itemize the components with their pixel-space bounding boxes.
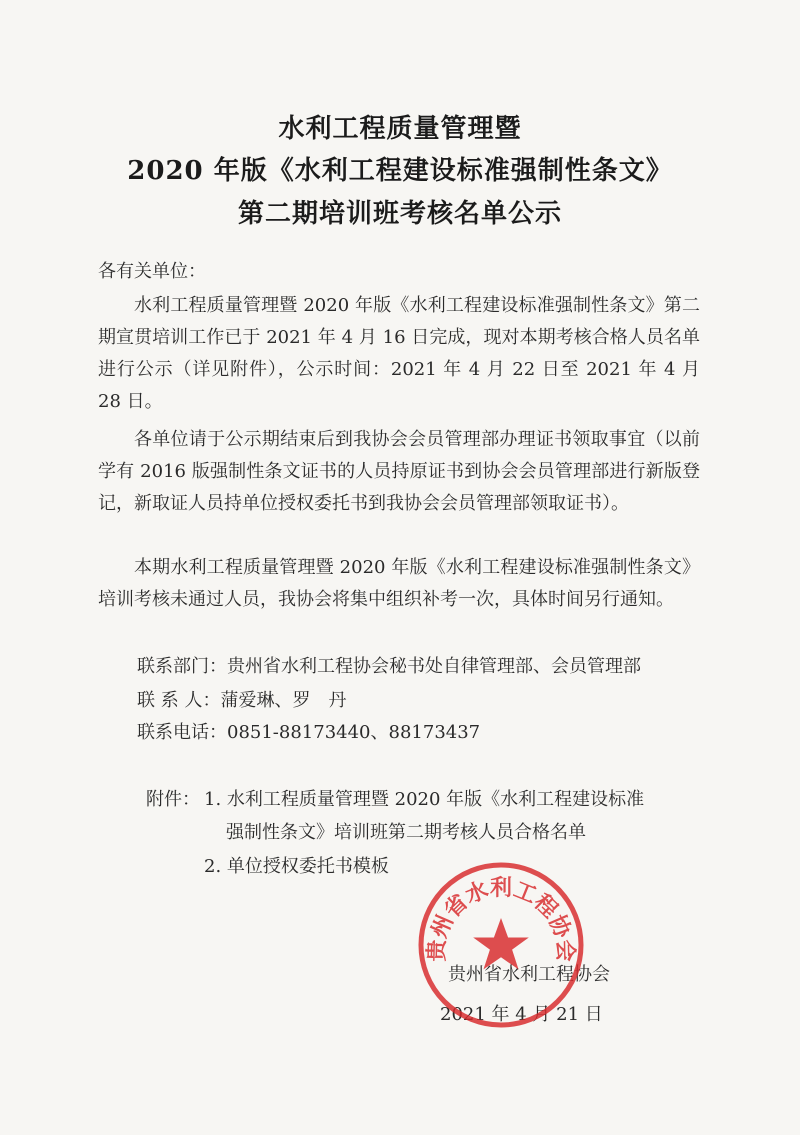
title-line-1: 水利工程质量管理暨 xyxy=(278,114,522,144)
salutation: 各有关单位： xyxy=(98,261,206,282)
paragraph-1: 水利工程质量管理暨 2020 年版《水利工程建设标准强制性条文》第二期宣贯培训工作已于 2021 年 4 月 16 日完成，现对本期考核合格人员名单进行公示（详见附件），公示时间：2021 年 4 月 22 日至 2021 年 4 月 28 日。 xyxy=(98,295,700,412)
contact-department: 联系部门：贵州省水利工程协会秘书处自律管理部、会员管理部 xyxy=(137,656,641,677)
attachments-label: 附件： xyxy=(146,789,200,810)
contact-person: 联 系 人：蒲爱琳、罗 丹 xyxy=(137,690,347,711)
paragraph-2: 各单位请于公示期结束后到我协会会员管理部办理证书领取事宜（以前学有 2016 版强制性条文证书的人员持原证书到协会会员管理部进行新版登记，新取证人员持单位授权委托书到我协会会员管理部领取证书）。 xyxy=(98,429,700,514)
signature-org: 贵州省水利工程协会 xyxy=(448,964,610,985)
title-line-2: 2020 年版《水利工程建设标准强制性条文》 xyxy=(127,156,673,186)
attachment-2: 2. 单位授权委托书模板 xyxy=(204,856,389,877)
contact-phone: 联系电话：0851-88173440、88173437 xyxy=(137,722,481,743)
signature-date: 2021 年 4 月 21 日 xyxy=(440,1004,603,1025)
attachment-1-line-1: 1. 水利工程质量管理暨 2020 年版《水利工程建设标准 xyxy=(204,789,645,810)
paragraph-3: 本期水利工程质量管理暨 2020 年版《水利工程建设标准强制性条文》培训考核未通过人员，我协会将集中组织补考一次，具体时间另行通知。 xyxy=(98,557,700,610)
title-line-3: 第二期培训班考核名单公示 xyxy=(237,199,562,229)
seal-star-icon xyxy=(473,918,529,969)
attachment-1-line-2: 强制性条文》培训班第二期考核人员合格名单 xyxy=(226,822,586,843)
seal-text: 贵州省水利工程协会 xyxy=(424,876,578,962)
official-seal xyxy=(416,860,586,1030)
